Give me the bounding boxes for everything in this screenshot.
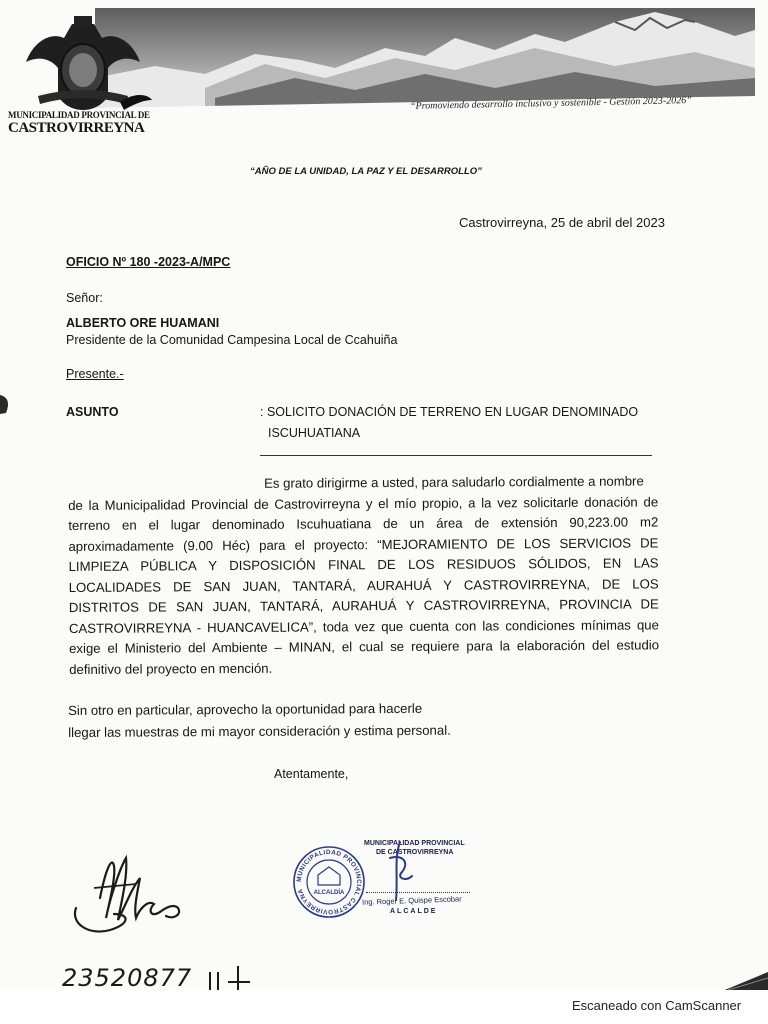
year-motto: “AÑO DE LA UNIDAD, LA PAZ Y EL DESARROLLO”	[250, 166, 482, 177]
recipient-role: Presidente de la Comunidad Campesina Local de Ccahuiña	[66, 333, 398, 347]
body-line: DISTRITOS DE SAN JUAN, TANTARÁ, AURAHUÁ Y CASTROVIRREYNA, PROVINCIA DE	[68, 596, 659, 615]
svg-text:MUNICIPALIDAD PROVINCIAL CASTR: MUNICIPALIDAD PROVINCIAL CASTROVIRREYNA	[295, 848, 363, 916]
mountain-banner	[95, 8, 755, 108]
binder-hole-icon	[0, 393, 10, 415]
signature-line	[366, 892, 470, 893]
body-line: aproximadamente (9.00 Héc) para el proyecto: “MEJORAMIENTO DE LOS SERVICIOS DE	[68, 534, 659, 554]
body-line: exige el Ministerio del Ambiente – MINAN, el cual se requiere para la elaboración del estudio	[69, 637, 660, 656]
letter-date: Castrovirreyna, 25 de abril del 2023	[459, 215, 665, 230]
stamp-line-2: DE CASTROVIRREYNA	[376, 849, 454, 856]
handwritten-number	[60, 960, 280, 990]
banner-tagline: “Promoviendo desarrollo inclusivo y sostenible - Gestión 2023-2026”	[409, 95, 692, 112]
closing-paragraph	[68, 696, 658, 744]
scanner-footer: Escaneado con CamScanner	[572, 998, 742, 1013]
subject-line-1: : SOLICITO DONACIÓN DE TERRENO EN LUGAR DENOMINADO	[260, 405, 639, 419]
letter-reference: OFICIO Nº 180 -2023-A/MPC	[66, 255, 231, 269]
handwritten-signature-icon	[70, 848, 190, 938]
closing-line: Sin otro en particular, aprovecho la oportunidad para hacerle	[68, 700, 423, 718]
seal-center-text: ALCALDÍA	[313, 890, 345, 896]
recipient-name: ALBERTO ORE HUAMANI	[66, 316, 220, 330]
presente-label: Presente.-	[66, 367, 124, 381]
subject-label: ASUNTO	[66, 405, 119, 419]
municipality-small-text: MUNICIPALIDAD PROVINCIAL DE	[8, 110, 150, 120]
closing-line: llegar las muestras de mi mayor consideración y estima personal.	[68, 722, 451, 740]
subject-divider	[260, 455, 652, 456]
official-seal-icon	[292, 845, 366, 919]
corner-mark-icon	[720, 968, 768, 990]
stamp-signer: Ing. Roger E. Quispe Escobar	[361, 894, 462, 907]
municipality-name: CASTROVIRREYNA	[8, 120, 145, 136]
body-line: de la Municipalidad Provincial de Castrovirreyna y el mío propio, a la vez solicitarle donación de	[68, 493, 659, 513]
body-line: terreno en el lugar denominado Iscuhuatiana de un área de extensión 90,223.00 m2	[68, 514, 659, 533]
body-line: definitivo del proyecto en mención.	[69, 660, 273, 677]
mayor-signature-icon	[380, 838, 420, 904]
body-line: LOCALIDADES DE SAN JUAN, TANTARÁ, AURAHUÁ Y CASTROVIRREYNA, DE LOS	[68, 575, 659, 595]
body-line: CASTROVIRREYNA - HUANCAVELICA”, toda vez que cuenta con las condiciones mínimas que	[68, 616, 659, 636]
body-line: Es grato dirigirme a usted, para saludarlo cordialmente a nombre	[264, 473, 644, 491]
mayor-stamp	[360, 838, 480, 938]
body-paragraph	[68, 471, 659, 680]
salutation: Señor:	[66, 291, 103, 305]
stamp-line-1: MUNICIPALIDAD PROVINCIAL	[364, 840, 465, 847]
sign-off: Atentamente,	[274, 767, 349, 781]
body-line: LIMPIEZA PÚBLICA Y DISPOSICIÓN FINAL DE LOS RESIDUOS SÓLIDOS, EN LAS	[68, 555, 659, 574]
subject-line-2: ISCUHUATIANA	[268, 426, 361, 440]
svg-text:23520877: 23520877	[62, 964, 193, 992]
stamp-title: ALCALDE	[390, 908, 438, 915]
